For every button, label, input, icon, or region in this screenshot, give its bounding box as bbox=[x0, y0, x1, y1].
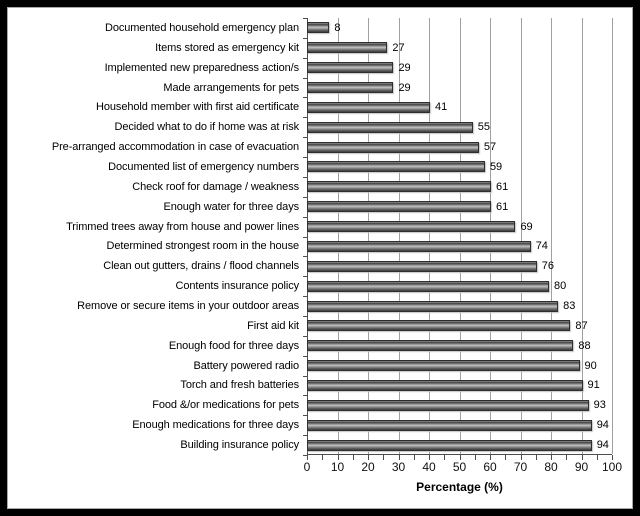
value-label: 94 bbox=[596, 419, 609, 432]
bar bbox=[307, 142, 479, 153]
y-axis-tick bbox=[303, 117, 307, 118]
bar-row bbox=[7, 137, 633, 157]
category-label: Household member with first aid certificate bbox=[96, 101, 299, 114]
value-label: 61 bbox=[496, 200, 509, 213]
y-axis-tick bbox=[303, 217, 307, 218]
value-label: 94 bbox=[596, 439, 609, 452]
bar-track bbox=[307, 316, 633, 336]
bar-track bbox=[307, 296, 633, 316]
bar-track bbox=[307, 237, 633, 257]
bar-track bbox=[307, 415, 633, 435]
x-axis-tick-label: 50 bbox=[452, 460, 467, 474]
category-label: Enough medications for three days bbox=[132, 419, 299, 432]
value-label: 80 bbox=[554, 280, 567, 293]
bar bbox=[307, 261, 537, 272]
bar bbox=[307, 42, 387, 53]
bar-track bbox=[307, 177, 633, 197]
bar-track bbox=[307, 97, 633, 117]
bar-row bbox=[7, 38, 633, 58]
bar-track bbox=[307, 336, 633, 356]
bar-row bbox=[7, 415, 633, 435]
x-axis-tick-label: 30 bbox=[391, 460, 406, 474]
bar-row bbox=[7, 296, 633, 316]
bar-track bbox=[307, 376, 633, 396]
y-axis-tick bbox=[303, 336, 307, 337]
value-label: 93 bbox=[593, 399, 606, 412]
bar bbox=[307, 241, 531, 252]
bar bbox=[307, 122, 473, 133]
y-axis-tick bbox=[303, 38, 307, 39]
y-axis-tick bbox=[303, 97, 307, 98]
bar bbox=[307, 181, 491, 192]
y-axis-tick bbox=[303, 376, 307, 377]
category-label: Documented household emergency plan bbox=[104, 21, 299, 34]
bar-track bbox=[307, 217, 633, 237]
bar-track bbox=[307, 435, 633, 455]
bar-track bbox=[307, 256, 633, 276]
x-axis-tick-label: 10 bbox=[330, 460, 345, 474]
category-label: Items stored as emergency kit bbox=[155, 41, 299, 54]
value-label: 29 bbox=[398, 81, 411, 94]
bar-row bbox=[7, 336, 633, 356]
x-axis-tick-label: 40 bbox=[422, 460, 436, 474]
x-axis-tick-label: 90 bbox=[574, 460, 589, 474]
bar-track bbox=[307, 197, 633, 217]
category-label: Food &/or medications for pets bbox=[152, 399, 299, 412]
category-label: Determined strongest room in the house bbox=[106, 240, 299, 253]
y-axis-tick bbox=[303, 296, 307, 297]
bar bbox=[307, 301, 558, 312]
x-axis-tick-label: 70 bbox=[513, 460, 528, 474]
value-label: 59 bbox=[489, 160, 503, 173]
bar-track bbox=[307, 117, 633, 137]
bar bbox=[307, 62, 393, 73]
category-label: Documented list of emergency numbers bbox=[108, 160, 299, 173]
bar-row bbox=[7, 197, 633, 217]
value-label: 41 bbox=[435, 101, 448, 114]
bar-row bbox=[7, 256, 633, 276]
x-axis-tick-label: 100 bbox=[601, 460, 623, 474]
bar bbox=[307, 360, 580, 371]
category-label: Pre-arranged accommodation in case of evacuation bbox=[51, 141, 299, 154]
bar-track bbox=[307, 395, 633, 415]
bar-row bbox=[7, 177, 633, 197]
x-axis-tick-label: 80 bbox=[544, 460, 558, 474]
value-label: 87 bbox=[575, 319, 588, 332]
value-label: 55 bbox=[477, 121, 490, 134]
bar-track bbox=[307, 58, 633, 78]
category-label: Enough water for three days bbox=[163, 200, 299, 213]
bar bbox=[307, 400, 589, 411]
value-label: 61 bbox=[496, 180, 509, 193]
bar bbox=[307, 320, 570, 331]
bar-row bbox=[7, 395, 633, 415]
y-axis-tick bbox=[303, 197, 307, 198]
value-label: 57 bbox=[483, 141, 497, 154]
value-label: 76 bbox=[541, 260, 555, 273]
bar-track bbox=[307, 137, 633, 157]
category-label: Clean out gutters, drains / flood channels bbox=[103, 260, 299, 273]
bar bbox=[307, 201, 491, 212]
value-label: 8 bbox=[334, 21, 341, 34]
bar-row bbox=[7, 356, 633, 376]
x-axis-tick-label: 0 bbox=[303, 460, 311, 474]
bar-track bbox=[307, 157, 633, 177]
bar bbox=[307, 161, 485, 172]
category-label: Made arrangements for pets bbox=[163, 81, 299, 94]
y-axis-tick bbox=[303, 137, 307, 138]
category-label: Enough food for three days bbox=[168, 339, 299, 352]
y-axis-tick bbox=[303, 78, 307, 79]
bar-row bbox=[7, 435, 633, 455]
value-label: 91 bbox=[587, 379, 600, 392]
bar-track bbox=[307, 78, 633, 98]
bar-row bbox=[7, 117, 633, 137]
bar bbox=[307, 82, 393, 93]
bar-track bbox=[307, 18, 633, 38]
value-label: 90 bbox=[584, 359, 597, 372]
category-label: Battery powered radio bbox=[193, 359, 299, 372]
x-axis-tick-label: 20 bbox=[361, 460, 375, 474]
bar bbox=[307, 420, 592, 431]
bar-row bbox=[7, 157, 633, 177]
value-label: 27 bbox=[392, 41, 405, 54]
category-label: Decided what to do if home was at risk bbox=[114, 121, 299, 134]
y-axis-tick bbox=[303, 276, 307, 277]
category-label: Building insurance policy bbox=[180, 439, 299, 452]
bar-track bbox=[307, 38, 633, 58]
bar-row bbox=[7, 237, 633, 257]
category-label: Contents insurance policy bbox=[175, 280, 299, 293]
y-axis-tick bbox=[303, 58, 307, 59]
bar-track bbox=[307, 356, 633, 376]
y-axis-tick bbox=[303, 157, 307, 158]
bar bbox=[307, 440, 592, 451]
value-label: 29 bbox=[398, 61, 411, 74]
y-axis-tick bbox=[303, 256, 307, 257]
category-label: Check roof for damage / weakness bbox=[132, 180, 299, 193]
bar bbox=[307, 102, 430, 113]
category-label: Remove or secure items in your outdoor areas bbox=[77, 300, 299, 312]
bar-track bbox=[307, 276, 633, 296]
bar-chart bbox=[7, 7, 633, 509]
bar-row bbox=[7, 18, 633, 38]
y-axis-tick bbox=[303, 177, 307, 178]
bar bbox=[307, 340, 573, 351]
bar-row bbox=[7, 58, 633, 78]
bar bbox=[307, 221, 515, 232]
y-axis-tick bbox=[303, 415, 307, 416]
bar-row bbox=[7, 276, 633, 296]
bar-row bbox=[7, 316, 633, 336]
x-axis-title: Percentage (%) bbox=[416, 480, 503, 494]
y-axis-tick bbox=[303, 356, 307, 357]
y-axis-tick bbox=[303, 435, 307, 436]
x-axis-tick-label: 60 bbox=[483, 460, 497, 474]
y-axis-tick bbox=[303, 237, 307, 238]
category-label: First aid kit bbox=[247, 319, 299, 332]
value-label: 69 bbox=[520, 220, 533, 233]
category-label: Trimmed trees away from house and power lines bbox=[66, 220, 299, 233]
bar bbox=[307, 281, 549, 292]
y-axis-tick bbox=[303, 18, 307, 19]
y-axis-tick bbox=[303, 316, 307, 317]
y-axis-tick bbox=[303, 395, 307, 396]
value-label: 74 bbox=[535, 240, 548, 253]
bar-row bbox=[7, 78, 633, 98]
value-label: 88 bbox=[578, 339, 591, 352]
value-label: 83 bbox=[563, 300, 576, 312]
bar bbox=[307, 22, 329, 33]
bar-row bbox=[7, 217, 633, 237]
bar bbox=[307, 380, 583, 391]
category-label: Torch and fresh batteries bbox=[180, 379, 299, 392]
bar-row bbox=[7, 376, 633, 396]
bar-row bbox=[7, 97, 633, 117]
category-label: Implemented new preparedness action/s bbox=[104, 61, 299, 74]
